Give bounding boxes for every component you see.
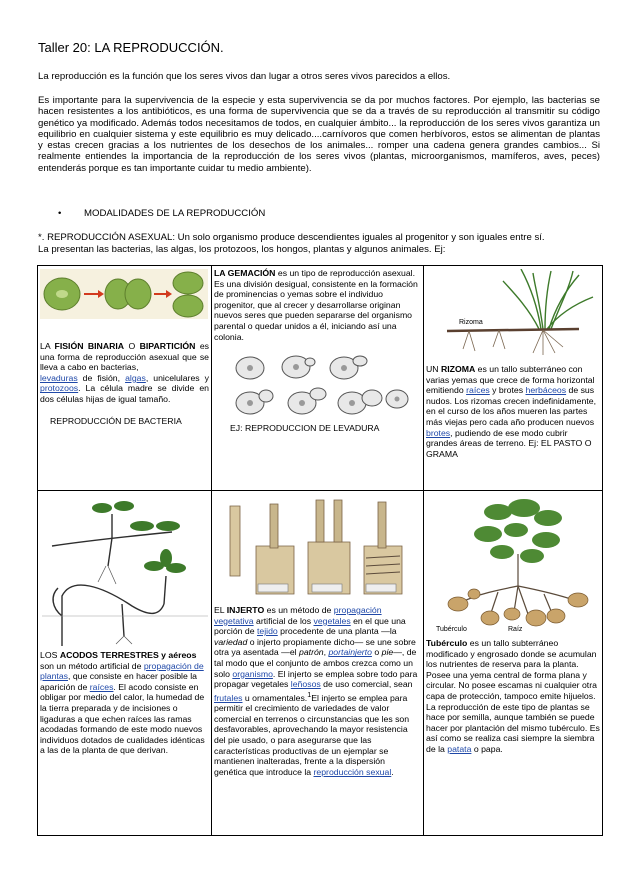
bacteria-division-illustration (40, 269, 208, 319)
link-tejido[interactable]: tejido (256, 626, 278, 637)
link-frutales[interactable]: frutales (214, 692, 243, 703)
grafting-illustration (216, 496, 420, 601)
cell-tuberculo (424, 491, 603, 836)
tuberculo-description: Tubérculo es un tallo subterráneo modificado y engrosado donde se acumulan los nutrientes de reserva para la planta. Posee una yema central de forma plana y circular. No posee escamas ni cualquier otra capa de protección, tampoco emite hijuelos. La reproducción de este tipo de plantas se hace por semilla, aunque también se puede hacer por plantación del mismo tubérculo. Es así como se realiza casi siempre la siembra de la patata o papa. (426, 638, 600, 754)
footnote-ref[interactable]: 1 (307, 689, 312, 699)
acodos-term: ACODOS TERRESTRES y aéreos (59, 650, 197, 660)
cell-fision-binaria (38, 266, 212, 491)
link-raices[interactable]: raíces (466, 385, 490, 396)
asexual-line-2: La presentan las bacterias, las algas, los protozoos, los hongos, plantas y algunos animales. Ej: (38, 244, 446, 255)
link-patata[interactable]: patata (447, 743, 472, 754)
bullet-label: MODALIDADES DE LA REPRODUCCIÓN (84, 208, 266, 219)
link-portainjerto[interactable]: portainjerto (328, 647, 372, 658)
importance-paragraph: Es importante para la supervivencia de la especie y esta supervivencia se da por muchos factores. Por ejemplo, las bacterias se hacen resistentes a los antibióticos, es una forma de supervivencia que se da a través de su reproducción al transmitir su código genético ya modificado. Además todos necesitamos de todos, en cualquier ámbito... la reproducción de los seres vivos garantiza un equilibrio en cualquier sistema y este equilibrio es muy delicado....carnívoros que comen herbívoros, estos se alimentan de plantas y estas crecen gracias a los nutrientes de los desechos de los animales... romper una cadena genera grandes cambios... Si realmente entiendes la importancia de la reproducción de los seres vivos (plantas, microorganismos, mamíferos, aves, peces) entenderás porque es tan importante cuidar tu medio ambiente). (38, 95, 600, 174)
gemacion-term: LA GEMACIÓN (214, 268, 276, 278)
link-reproduccion-sexual[interactable]: reproducción sexual (313, 766, 392, 777)
acodos-description: LOS ACODOS TERRESTRES y aéreos son un método artificial de propagación de plantas, que consiste en hacer posible la aparición de raíces. El acodo consiste en obligar por medio del calor, la humedad de la tierra preparada y de incisiones o ligaduras a que echen raíces las ramas acodadas formando de este modo nuevos individuos dotados de cualidades idénticas a las de la planta de que derivan. (40, 650, 205, 756)
injerto-description: EL INJERTO es un método de propagación vegetativa artificial de los vegetales en el que una porción de tejido procedente de una planta —la variedad o injerto propiamente dicho— se une sobre otra ya asentada —el patrón, portainjerto o pie—, de tal modo que el conjunto de ambos crezca como un solo organismo. El injerto se emplea sobre todo para propagar vegetales leñosos de uso comercial, sean frutales u ornamentales.$^1$El injerto se emplea para permitir el crecimiento de variedades de valor comercial en terrenos o circunstancias que les son desfavorables, aprovechando la mayor resistencia del pie usado, o para asegurarse que las características productivas de un ejemplar se mantienen inalteradas, frente a la dispersión genética que introduce la reproducción sexual. (214, 605, 418, 777)
link-levaduras[interactable]: levaduras (40, 372, 78, 383)
link-lenosos[interactable]: leñosos (290, 679, 321, 690)
fision-term-2: BIPARTICIÓN (139, 341, 196, 351)
rizoma-term: RIZOMA (440, 364, 476, 374)
link-vegetales[interactable]: vegetales (313, 615, 351, 626)
link-propagacion-plantas[interactable]: propagación de plantas (40, 660, 204, 682)
fision-caption: REPRODUCCIÓN DE BACTERIA (50, 416, 182, 426)
gemacion-caption: EJ: REPRODUCCION DE LEVADURA (230, 423, 380, 433)
rizoma-label: Rizoma (459, 319, 483, 326)
potato-plant-illustration (428, 494, 598, 634)
bullet-dot-icon: • (58, 208, 62, 219)
link-organismo[interactable]: organismo (232, 668, 273, 679)
tuberculo-term: Tubérculo (426, 638, 468, 648)
section-bullet (58, 208, 265, 219)
fision-term-1: FISIÓN BINARIA (54, 341, 125, 351)
page-title: Taller 20: LA REPRODUCCIÓN. (38, 40, 224, 55)
fision-description: LA FISIÓN BINARIA O BIPARTICIÓN es una forma de reproducción asexual que se lleva a cabo en bacterias, levaduras de fisión, algas, unicelulares y protozoos. La célula madre se divide en dos células hijas de igual tamaño. (40, 341, 210, 404)
link-herbaceos[interactable]: herbáceos (525, 385, 567, 396)
intro-paragraph: La reproducción es la función que los seres vivos dan lugar a otros seres vivos parecidos a ellos. (38, 71, 451, 82)
link-propagacion-vegetativa[interactable]: propagación vegetativa (214, 605, 382, 626)
asexual-line-1: *. REPRODUCCIÓN ASEXUAL: Un solo organismo produce descendientes iguales al progenitor y son iguales entre sí. (38, 232, 545, 243)
tuberculo-label: Tubérculo (436, 626, 467, 633)
layering-illustration (42, 496, 208, 646)
gemacion-description: LA GEMACIÓN es un tipo de reproducción asexual. Es una división desigual, consistente en la formación de prominencias o yemas sobre el individuo progenitor, que al crecer y desarrollarse originan nuevos seres que pueden separarse del organismo parental o quedar unidos a él, iniciando así una colonia. (214, 268, 418, 342)
rizoma-description: UN RIZOMA es un tallo subterráneo con varias yemas que crece de forma horizontal emitiendo raíces y brotes herbáceos de sus nudos. Los rizomas crecen indefinidamente, en el curso de los años mueren las partes más viejas pero cada año producen nuevos brotes, pudiendo de ese modo cubrir grandes áreas de terreno. Ej: EL PASTO O GRAMA (426, 364, 596, 459)
cell-rizoma (424, 266, 603, 491)
link-algas[interactable]: algas (125, 372, 146, 383)
link-raices-acodo[interactable]: raíces (89, 681, 114, 692)
link-brotes[interactable]: brotes (426, 427, 451, 438)
cell-injerto (212, 491, 424, 836)
cell-gemacion (212, 266, 424, 491)
raiz-label: Raíz (508, 626, 523, 633)
injerto-term: INJERTO (226, 605, 265, 615)
examples-table (37, 265, 603, 836)
yeast-budding-illustration (232, 353, 412, 421)
cell-acodos (38, 491, 212, 836)
link-protozoos[interactable]: protozoos (40, 383, 79, 394)
rhizome-illustration (429, 269, 599, 357)
